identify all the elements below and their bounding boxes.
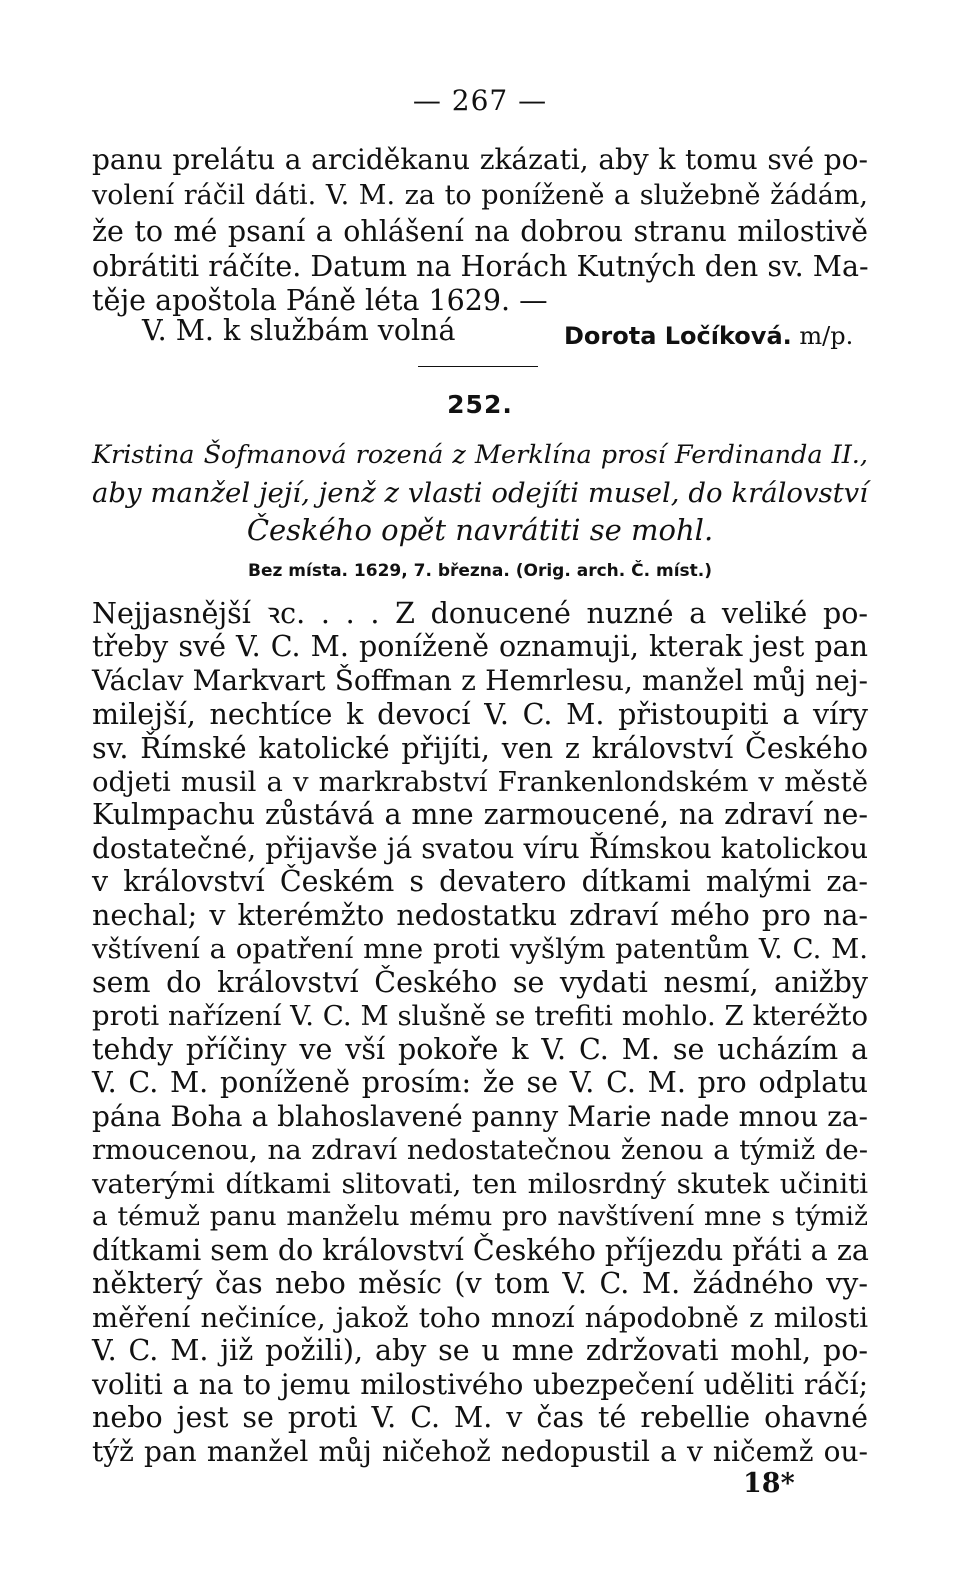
text-line: panu prelátu a arciděkanu zkázati, aby k tomu své po- [92, 143, 868, 176]
text-line: volení ráčil dáti. V. M. za to poníženě a služebně žádám, [92, 180, 868, 211]
heading-line: Českého opět navrátiti se mohl. [246, 513, 714, 547]
printer-signature-mark: 18* [743, 1468, 795, 1499]
text-line: Václav Markvart Šoffman z Hemrlesu, manžel můj nej- [92, 664, 868, 697]
text-line: třeby své V. C. M. poníženě oznamuji, kterak jest pan [92, 630, 868, 663]
text-line: proti nařízení V. C. M slušně se trefiti mohlo. Z kteréžto [92, 1000, 868, 1032]
text-line: milejší, nechtíce k devocí V. C. M. přistoupiti a víry [92, 698, 868, 731]
text-line: tehdy příčiny ve vší pokoře k V. C. M. se ucházím a [92, 1033, 868, 1066]
text-line: a témuž panu manželu mému pro navštívení mne s týmiž [92, 1201, 868, 1232]
text-line: V. C. M. již požili), aby se u mne zdržovati mohl, po- [92, 1334, 868, 1367]
text-line: obrátiti ráčíte. Datum na Horách Kutných den sv. Ma- [92, 250, 869, 283]
text-line: rmoucenou, na zdraví nedostatečnou ženou a týmiž de- [92, 1134, 868, 1166]
text-line: měření nečiníce, jakož toho mnozí nápodobně z milosti [92, 1302, 868, 1334]
text-line: vaterými dítkami slitovati, ten milosrdný skutek učiniti [92, 1168, 868, 1200]
text-line: odjeti musil a v markrabství Frankenlondském v městě [92, 766, 868, 798]
text-line: sv. Římské katolické přijíti, ven z království Českého [92, 732, 868, 765]
signature-block [564, 318, 853, 354]
text-line: nechal; v kterémžto nedostatku zdraví mého pro na- [92, 899, 868, 932]
text-line: Kulmpachu zůstává a mne zarmoucené, na zdraví ne- [92, 798, 868, 831]
text-line: V. C. M. poníženě prosím: že se V. C. M. pro odplatu [92, 1066, 868, 1099]
source-note: Bez místa. 1629, 7. března. (Orig. arch. Č. míst.) [247, 561, 712, 581]
text-line: dítkami sem do království Českého příjezdu přáti a za [92, 1234, 869, 1267]
section-divider [418, 366, 538, 367]
signature-suffix: m/p. [791, 322, 854, 350]
closing-formula: V. M. k službám volná [142, 314, 456, 347]
text-line: voliti a na to jemu milostivého ubezpečení uděliti ráčí; [92, 1368, 868, 1401]
text-line: že to mé psaní a ohlášení na dobrou stranu milostivě [92, 215, 868, 248]
page-number: — 267 — [412, 84, 548, 117]
text-line: pána Boha a blahoslavené panny Marie nade mnou za- [92, 1100, 868, 1133]
heading-line: Kristina Šofmanová rozená z Merklína prosí Ferdinanda II., [92, 440, 868, 470]
signature-name: Dorota Ločíková. [564, 322, 792, 350]
document-number: 252. [447, 390, 513, 419]
text-line: těje apoštola Páně léta 1629. — [92, 284, 548, 317]
text-line: nebo jest se proti V. C. M. v čas té rebellie ohavné [92, 1401, 868, 1434]
text-line: některý čas nebo měsíc (v tom V. C. M. žádného vy- [92, 1267, 868, 1300]
text-line: sem do království Českého se vydati nesmí, anižby [92, 966, 868, 999]
text-line: v království Českém s devatero dítkami malými za- [92, 865, 868, 898]
text-line: dostatečné, přijavše já svatou víru Římskou katolickou [92, 832, 868, 865]
text-line: vštívení a opatření mne proti vyšlým patentům V. C. M. [92, 933, 868, 965]
text-line: týž pan manžel můj ničehož nedopustil a v ničemž ou- [92, 1435, 868, 1468]
heading-line: aby manžel její, jenž z vlasti odejíti musel, do království [92, 477, 868, 509]
text-line: Nejjasnější ꝛc. . . . Z donucené nuzné a veliké po- [92, 597, 868, 630]
